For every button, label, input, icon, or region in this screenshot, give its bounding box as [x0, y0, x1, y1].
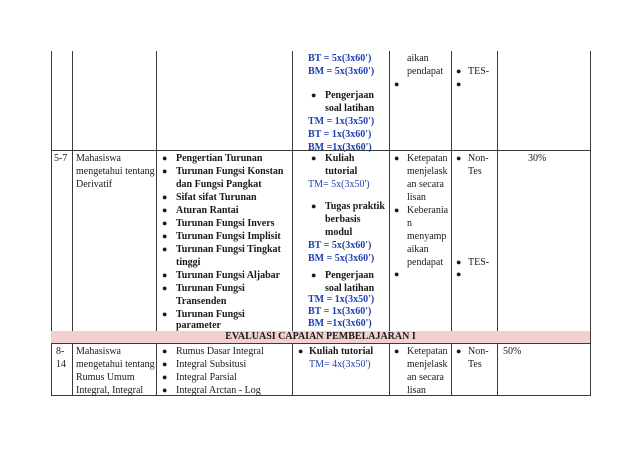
strategy-line: Tugas praktik [325, 201, 385, 212]
bullet-icon: ● [162, 385, 168, 395]
strategy-line: BT = 5x(3x60') [308, 240, 372, 251]
strategy-line: TM= 4x(3x50') [309, 359, 371, 370]
strategy-line: TM= 5x(3x50') [308, 179, 370, 190]
strategy-line: BM =1x(3x60') [308, 318, 372, 329]
indicator-line: Keberania [407, 205, 449, 216]
assessment-line: TES- [468, 66, 490, 77]
weight-value: 50% [503, 346, 522, 357]
col-border [497, 343, 498, 396]
topic-item: Sifat sifat Turunan [176, 192, 257, 203]
bullet-icon: ● [311, 270, 317, 280]
week-number: 14 [56, 359, 66, 370]
indicator-line: menjelask [407, 359, 448, 370]
strategy-line: tutorial [325, 166, 358, 177]
col-border [451, 343, 452, 396]
col-border [292, 51, 293, 331]
competency-line: Integral, Integral [76, 385, 144, 396]
indicator-line: Ketepatan [407, 153, 448, 164]
topic-item: Turunan Fungsi [176, 283, 245, 294]
strategy-line: TM = 1x(3x50') [308, 294, 375, 305]
topic-item: Integral Subsitusi [176, 359, 247, 370]
bullet-icon: ● [456, 346, 462, 356]
competency-line: Rumus Umum [76, 372, 135, 383]
strategy-line: berbasis [325, 214, 361, 225]
topic-item: Pengertian Turunan [176, 153, 263, 164]
assessment-line: TES- [468, 257, 490, 268]
topic-item: Turunan Fungsi Invers [176, 218, 275, 229]
topic-item: parameter [176, 320, 221, 331]
bullet-icon: ● [162, 372, 168, 382]
strategy-line: BM = 5x(3x60') [308, 66, 375, 77]
strategy-line: Pengerjaan [325, 90, 374, 101]
col-border [451, 51, 452, 331]
bullet-icon: ● [298, 346, 304, 356]
topic-item: Turunan Fungsi [176, 309, 245, 320]
bullet-icon: ● [456, 79, 462, 89]
competency-line: Mahasiswa [76, 153, 121, 164]
indicator-line: pendapat [407, 257, 444, 268]
strategy-line: BT = 5x(3x60') [308, 53, 372, 64]
competency-line: mengetahui tentang [76, 359, 155, 370]
strategy-line: Kuliah [325, 153, 355, 164]
col-border [156, 343, 157, 396]
indicator-line: aikan [407, 53, 429, 64]
indicator-line: menjelask [407, 166, 448, 177]
bullet-icon: ● [311, 90, 317, 100]
indicator-line: lisan [407, 192, 426, 203]
indicator-line: Ketepatan [407, 346, 448, 357]
competency-line: Mahasiswa [76, 346, 121, 357]
indicator-line: an secara [407, 372, 444, 383]
row-border [51, 343, 591, 344]
evaluation-title: EVALUASI CAPAIAN PEMBELAJARAN I [225, 331, 416, 342]
strategy-line: BT = 1x(3x60') [308, 129, 372, 140]
bullet-icon: ● [162, 283, 168, 293]
topic-item: Aturan Rantai [176, 205, 239, 216]
week-number: 8- [56, 346, 65, 357]
assessment-line: Non- [468, 346, 489, 357]
topic-item: Turunan Fungsi Implisit [176, 231, 281, 242]
bullet-icon: ● [162, 205, 168, 215]
topic-item: Turunan Fungsi Tingkat [176, 244, 281, 255]
assessment-line: Non- [468, 153, 489, 164]
strategy-line: Pengerjaan [325, 270, 374, 281]
topic-item: dan Fungsi Pangkat [176, 179, 262, 190]
week-number: 5-7 [54, 153, 68, 164]
strategy-line: soal latihan [325, 103, 375, 114]
indicator-line: menyamp [407, 231, 447, 242]
bullet-icon: ● [456, 257, 462, 267]
bullet-icon: ● [394, 269, 400, 279]
bullet-icon: ● [162, 270, 168, 280]
indicator-line: an secara [407, 179, 444, 190]
strategy-line: TM = 1x(3x50') [308, 116, 375, 127]
indicator-line: n [407, 218, 412, 229]
assessment-line: Tes [468, 359, 482, 370]
col-border [389, 343, 390, 396]
bullet-icon: ● [162, 309, 168, 319]
topic-item: Integral Arctan - Log [176, 385, 261, 396]
strategy-line: soal latihan [325, 283, 375, 294]
strategy-line: Kuliah tutorial [309, 346, 374, 357]
strategy-line: BT = 1x(3x60') [308, 306, 372, 317]
col-border [590, 51, 591, 396]
bullet-icon: ● [311, 153, 317, 163]
bullet-icon: ● [162, 192, 168, 202]
bullet-icon: ● [456, 269, 462, 279]
indicator-line: aikan [407, 244, 429, 255]
assessment-line: Tes [468, 166, 482, 177]
bullet-icon: ● [162, 359, 168, 369]
bullet-icon: ● [394, 79, 400, 89]
bullet-icon: ● [162, 166, 168, 176]
strategy-line: modul [325, 227, 353, 238]
bullet-icon: ● [311, 201, 317, 211]
col-border [497, 51, 498, 331]
indicator-line: pendapat [407, 66, 444, 77]
bullet-icon: ● [456, 66, 462, 76]
col-border [51, 51, 52, 396]
col-border [72, 343, 73, 396]
weight-value: 30% [528, 153, 547, 164]
competency-line: mengetahui tentang [76, 166, 155, 177]
bullet-icon: ● [162, 153, 168, 163]
topic-item: tinggi [176, 257, 201, 268]
topic-item: Turunan Fungsi Konstan [176, 166, 284, 177]
topic-item: Integral Parsial [176, 372, 237, 383]
topic-item: Rumus Dasar Integral [176, 346, 264, 357]
col-border [292, 343, 293, 396]
strategy-line: BM = 5x(3x60') [308, 253, 375, 264]
bullet-icon: ● [456, 153, 462, 163]
topic-item: Transenden [176, 296, 227, 307]
bullet-icon: ● [162, 218, 168, 228]
strategy-line: BM =1x(3x60') [308, 142, 372, 153]
bullet-icon: ● [162, 346, 168, 356]
bullet-icon: ● [162, 244, 168, 254]
bullet-icon: ● [394, 153, 400, 163]
indicator-line: lisan [407, 385, 426, 396]
col-border [72, 51, 73, 331]
col-border [156, 51, 157, 331]
competency-line: Derivatif [76, 179, 113, 190]
bullet-icon: ● [394, 205, 400, 215]
bullet-icon: ● [394, 346, 400, 356]
col-border [389, 51, 390, 331]
topic-item: Turunan Fungsi Aljabar [176, 270, 281, 281]
bullet-icon: ● [162, 231, 168, 241]
